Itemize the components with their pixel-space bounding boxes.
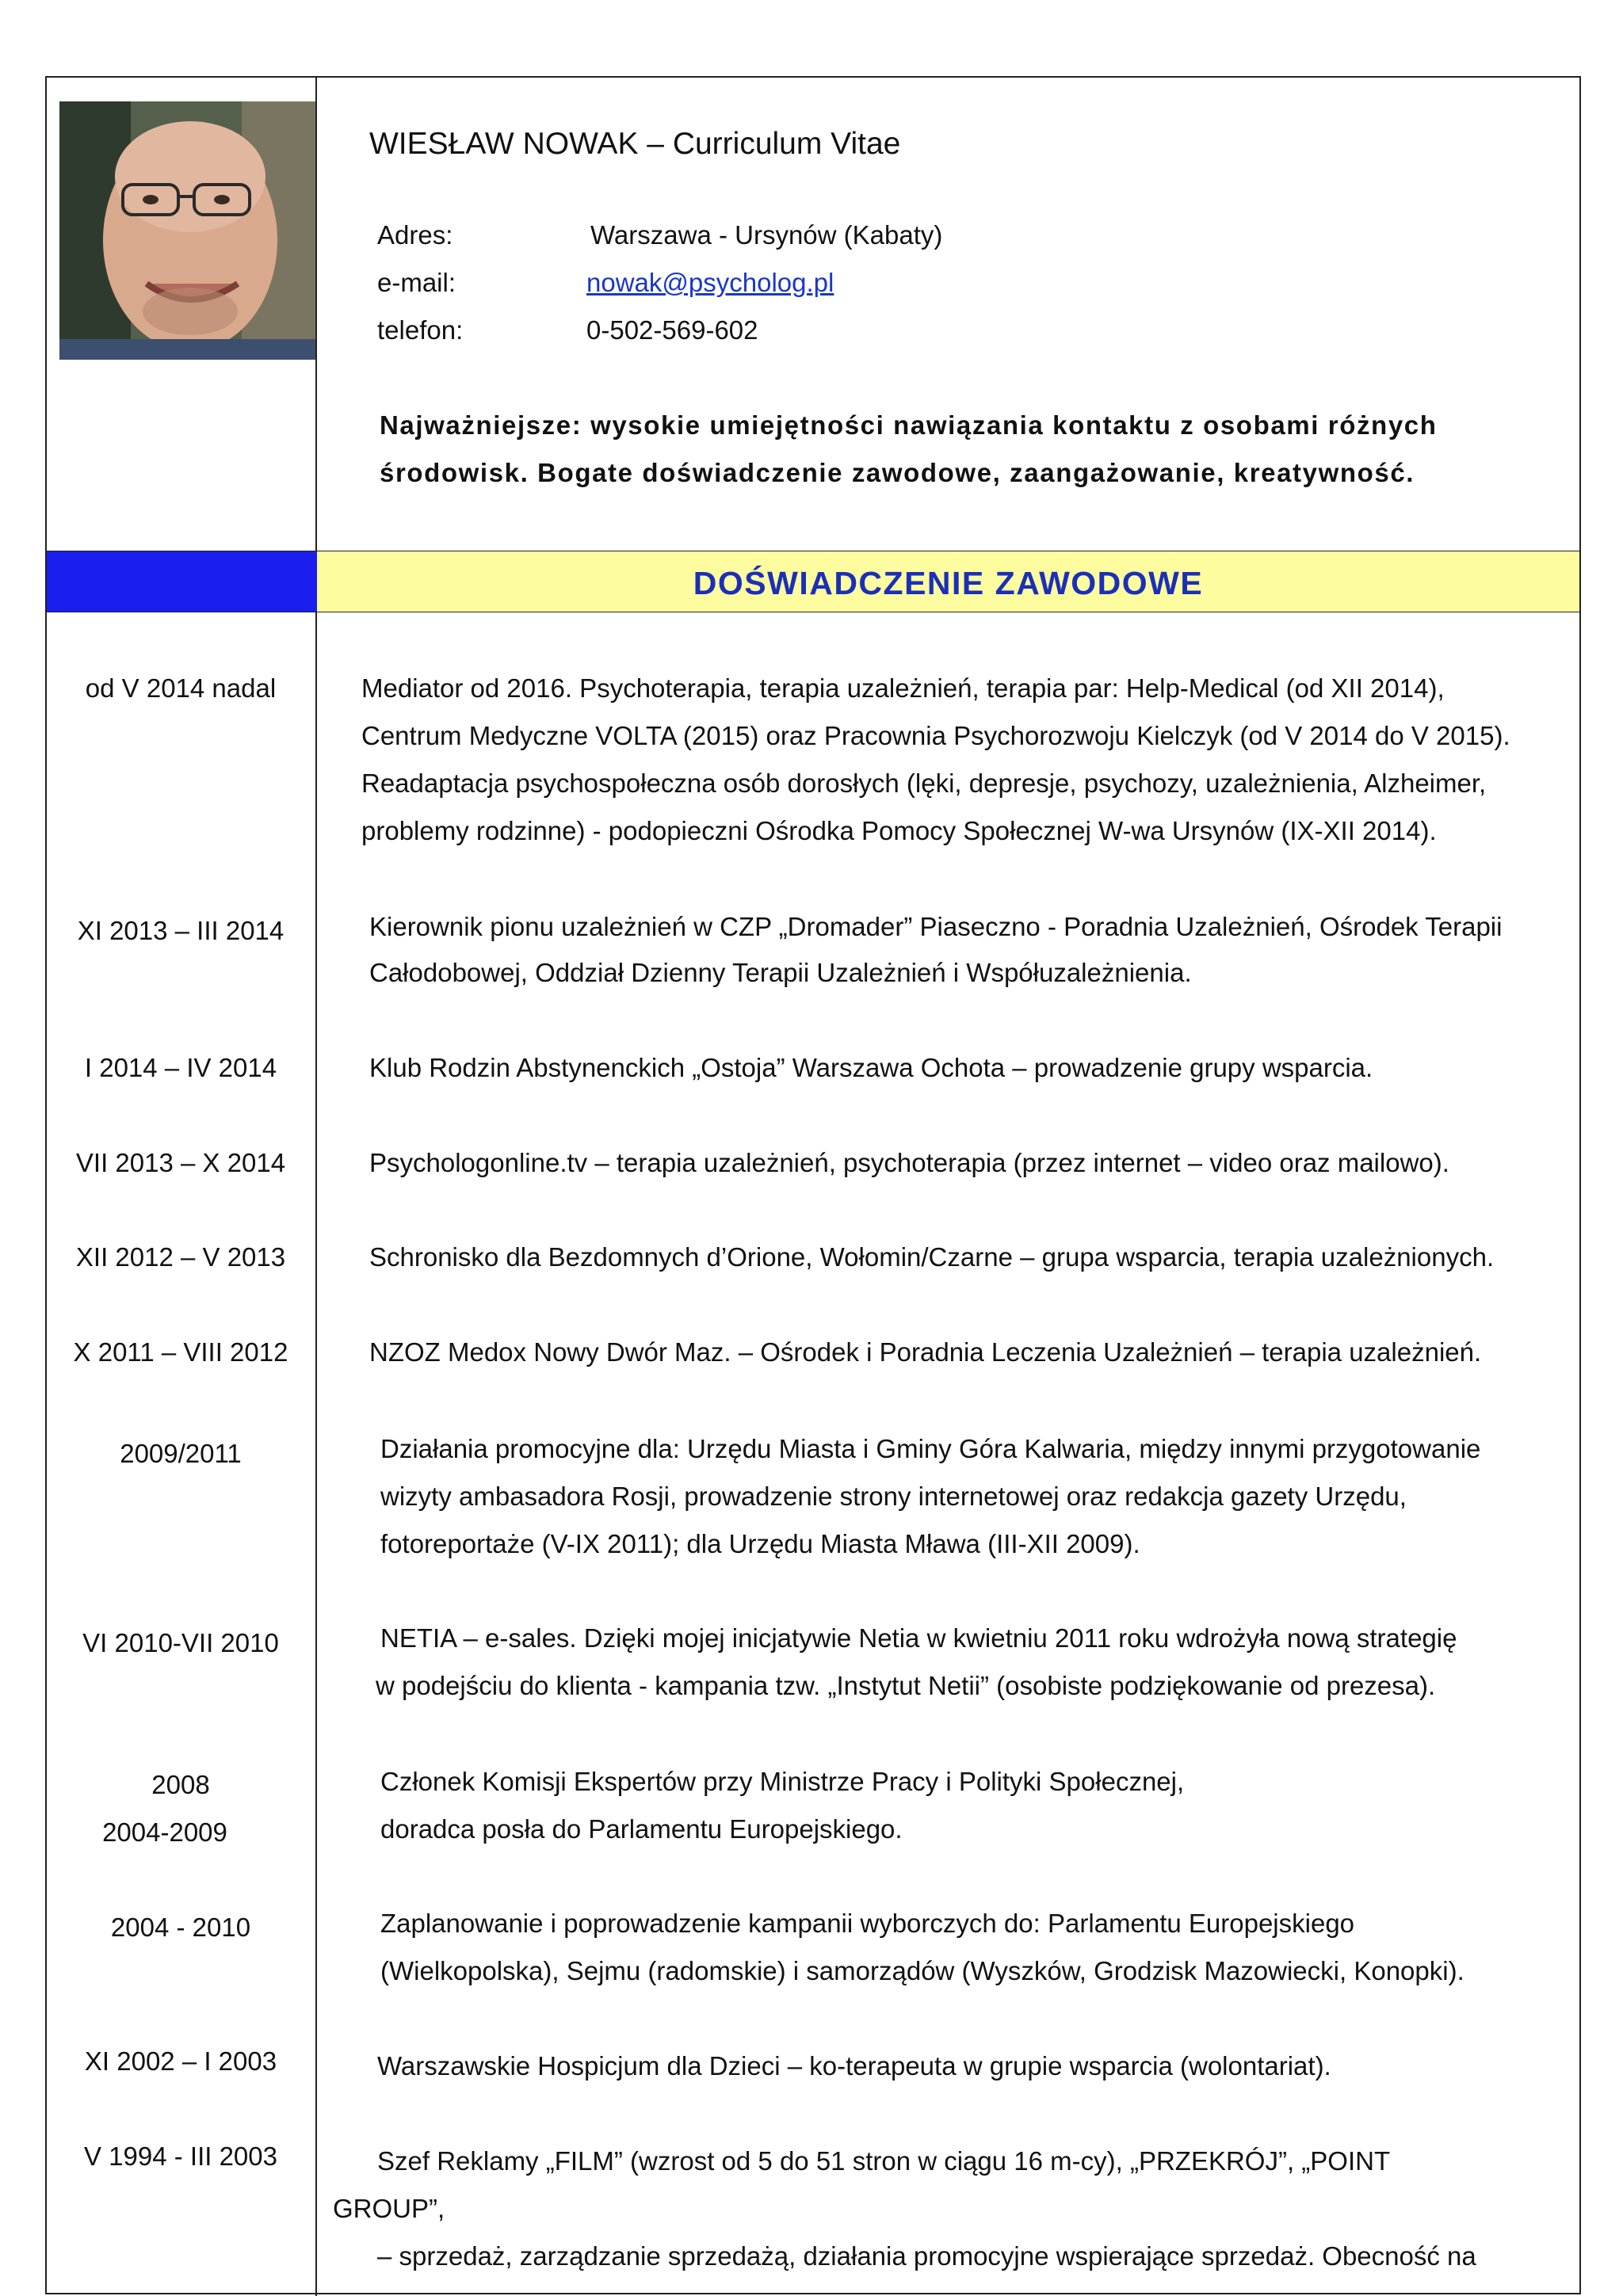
entry-date: od V 2014 nadal: [85, 673, 277, 703]
entry-line: Mediator od 2016. Psychoterapia, terapia uzależnień, terapia par: Help-Medical (od XII 2014),: [361, 673, 1445, 703]
entry-date: XII 2012 – V 2013: [75, 1242, 286, 1272]
entry-date: 2004 - 2010: [110, 1913, 251, 1942]
email-value[interactable]: [586, 268, 834, 298]
entry-date: X 2011 – VIII 2012: [73, 1337, 288, 1367]
section-title: DOŚWIADCZENIE ZAWODOWE: [693, 565, 1204, 601]
phone-value: 0-502-569-602: [586, 315, 758, 345]
entry-date-secondary: 2004-2009: [102, 1817, 227, 1847]
entry-date: 2008: [151, 1770, 210, 1799]
entry-date: XI 2013 – III 2014: [77, 916, 285, 945]
entry-line: Centrum Medyczne VOLTA (2015) oraz Pracownia Psychorozwoju Kielczyk (od V 2014 do V 2015).: [361, 721, 1510, 750]
summary-line-1: Najważniejsze: wysokie umiejętności nawiązania kontaktu z osobami różnych: [380, 410, 1438, 440]
entry-line: Psychologonline.tv – terapia uzależnień, psychoterapia (przez internet – video oraz mailowo).: [369, 1148, 1449, 1177]
profile-photo: [59, 101, 315, 360]
phone-label: telefon:: [377, 315, 464, 345]
entry-line: Klub Rodzin Abstynenckich „Ostoja” Warszawa Ochota – prowadzenie grupy wsparcia.: [369, 1053, 1373, 1082]
address-value: Warszawa - Ursynów (Kabaty): [590, 220, 943, 250]
address-label: Adres:: [377, 220, 453, 250]
entry-date: I 2014 – IV 2014: [84, 1053, 277, 1082]
entry-line: Warszawskie Hospicjum dla Dzieci – ko-terapeuta w grupie wsparcia (wolontariat).: [377, 2051, 1331, 2081]
entry-line: GROUP”,: [333, 2194, 445, 2223]
entry-line: NETIA – e-sales. Dzięki mojej inicjatywie Netia w kwietniu 2011 roku wdrożyła nową strategię: [380, 1623, 1457, 1653]
cv-title: WIESŁAW NOWAK – Curriculum Vitae: [369, 127, 901, 161]
entry-line: fotoreportaże (V-IX 2011); dla Urzędu Miasta Mława (III-XII 2009).: [380, 1529, 1140, 1558]
entry-line: Schronisko dla Bezdomnych d’Orione, Wołomin/Czarne – grupa wsparcia, terapia uzależnionych.: [369, 1242, 1495, 1272]
entry-line: problemy rodzinne) - podopieczni Ośrodka Pomocy Społecznej W-wa Ursynów (IX-XII 2014).: [361, 816, 1437, 845]
column-divider: [315, 76, 317, 2296]
entry-line: Readaptacja psychospołeczna osób dorosłych (lęki, depresje, psychozy, uzależnienia, Alzheimer,: [361, 769, 1487, 798]
entry-line: doradca posła do Parlamentu Europejskiego.: [380, 1814, 903, 1844]
entry-date: VII 2013 – X 2014: [75, 1148, 286, 1177]
entry-line: Całodobowej, Oddział Dzienny Terapii Uzależnień i Współuzależnienia.: [369, 958, 1192, 987]
entry-date: V 1994 - III 2003: [83, 2142, 277, 2171]
entry-line: – sprzedaż, zarządzanie sprzedażą, działania promocyjne wspierające sprzedaż. Obecność na: [377, 2241, 1476, 2271]
entry-date: 2009/2011: [120, 1439, 242, 1468]
entry-line: Szef Reklamy „FILM” (wzrost od 5 do 51 stron w ciągu 16 m-cy), „PRZEKRÓJ”, „POINT: [377, 2146, 1391, 2176]
email-link[interactable]: nowak@psycholog.pl: [586, 268, 834, 297]
entry-line: Kierownik pionu uzależnień w CZP „Dromader” Piaseczno - Poradnia Uzależnień, Ośrodek Terapii: [369, 912, 1503, 941]
summary-line-2: środowisk. Bogate doświadczenie zawodowe, zaangażowanie, kreatywność.: [380, 458, 1415, 487]
entry-line: (Wielkopolska), Sejmu (radomskie) i samorządów (Wyszków, Grodzisk Mazowiecki, Konopki).: [380, 1956, 1465, 1985]
entry-line: NZOZ Medox Nowy Dwór Maz. – Ośrodek i Poradnia Leczenia Uzależnień – terapia uzależnień.: [369, 1337, 1482, 1367]
entry-line: Działania promocyjne dla: Urzędu Miasta i Gminy Góra Kalwaria, między innymi przygotowanie: [380, 1434, 1481, 1463]
entry-date: XI 2002 – I 2003: [84, 2046, 277, 2076]
entry-line: Zaplanowanie i poprowadzenie kampanii wyborczych do: Parlamentu Europejskiego: [380, 1909, 1355, 1938]
section-color-block: [47, 551, 317, 612]
entry-line: Członek Komisji Ekspertów przy Ministrze Pracy i Polityki Społecznej,: [380, 1767, 1185, 1796]
email-label: e-mail:: [377, 268, 456, 297]
section-header: [45, 551, 1581, 612]
entry-date: VI 2010-VII 2010: [82, 1628, 279, 1657]
entry-line: w podejściu do klienta - kampania tzw. „Instytut Netii” (osobiste podziękowanie od prezesa).: [376, 1671, 1436, 1700]
entry-line: wizyty ambasadora Rosji, prowadzenie strony internetowej oraz redakcja gazety Urzędu,: [380, 1482, 1407, 1511]
